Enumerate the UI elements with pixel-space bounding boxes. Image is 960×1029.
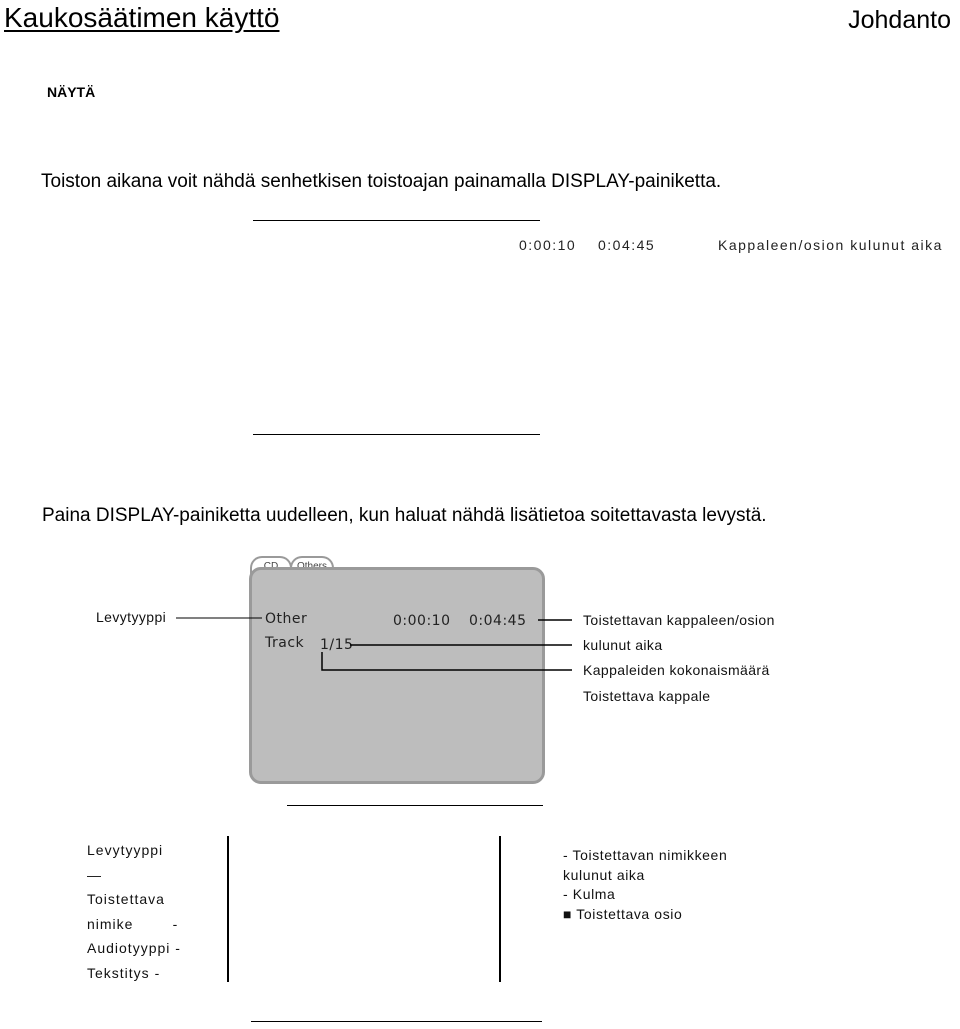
figure3-left-line-4: nimike -: [87, 915, 179, 932]
figure3-right-labels: [563, 846, 727, 924]
callout-disc-type: Levytyyppi: [96, 609, 167, 625]
figure1-total-time: 0:04:45: [598, 237, 656, 253]
figure3-left-labels: [87, 838, 181, 985]
section-title: Johdanto: [848, 6, 951, 34]
figure3-left-line-1: Levytyyppi: [87, 842, 164, 858]
figure3-right-line-4: ■ Toistettava osio: [563, 905, 683, 922]
callout-elapsed-line2: kulunut aika: [583, 637, 663, 653]
osd-elapsed-time: 0:00:10: [393, 613, 451, 629]
figure3-left-bar: [227, 836, 229, 982]
section-label: NÄYTÄ: [47, 84, 96, 100]
paragraph-display-info: Paina DISPLAY-painiketta uudelleen, kun haluat nähdä lisätietoa soitettavasta levystä.: [42, 505, 767, 526]
osd-track-value: 1/15: [320, 637, 354, 653]
osd-type-label: Other: [265, 611, 308, 627]
osd-total-time: 0:04:45: [469, 613, 527, 629]
figure1-caption: Kappaleen/osion kulunut aika: [718, 237, 943, 253]
osd-track-label: Track: [265, 635, 305, 651]
callout-total-tracks: Kappaleiden kokonaismäärä: [583, 662, 770, 678]
figure3-left-line-6: Tekstitys -: [87, 964, 161, 981]
figure3-left-line-3: Toistettava: [87, 891, 165, 907]
figure1-elapsed-time: 0:00:10: [519, 237, 577, 253]
figure3-left-line-5: Audiotyyppi -: [87, 940, 181, 956]
figure3-right-line-1: - Toistettavan nimikkeen: [563, 847, 728, 863]
callout-elapsed-line1: Toistettavan kappaleen/osion: [583, 612, 775, 628]
figure3-right-line-2: kulunut aika: [563, 866, 645, 883]
figure3-right-bar: [499, 836, 501, 982]
figure3-right-line-3: - Kulma: [563, 886, 616, 902]
figure3-bottom-rule: [251, 1021, 542, 1022]
figure3-top-rule: [287, 805, 543, 806]
figure3-left-line-2: —: [87, 866, 102, 883]
paragraph-display-time: Toiston aikana voit nähdä senhetkisen toistoajan painamalla DISPLAY-painiketta.: [41, 171, 722, 192]
page-title: Kaukosäätimen käyttö: [4, 2, 280, 33]
callout-current-track: Toistettava kappale: [583, 688, 711, 704]
